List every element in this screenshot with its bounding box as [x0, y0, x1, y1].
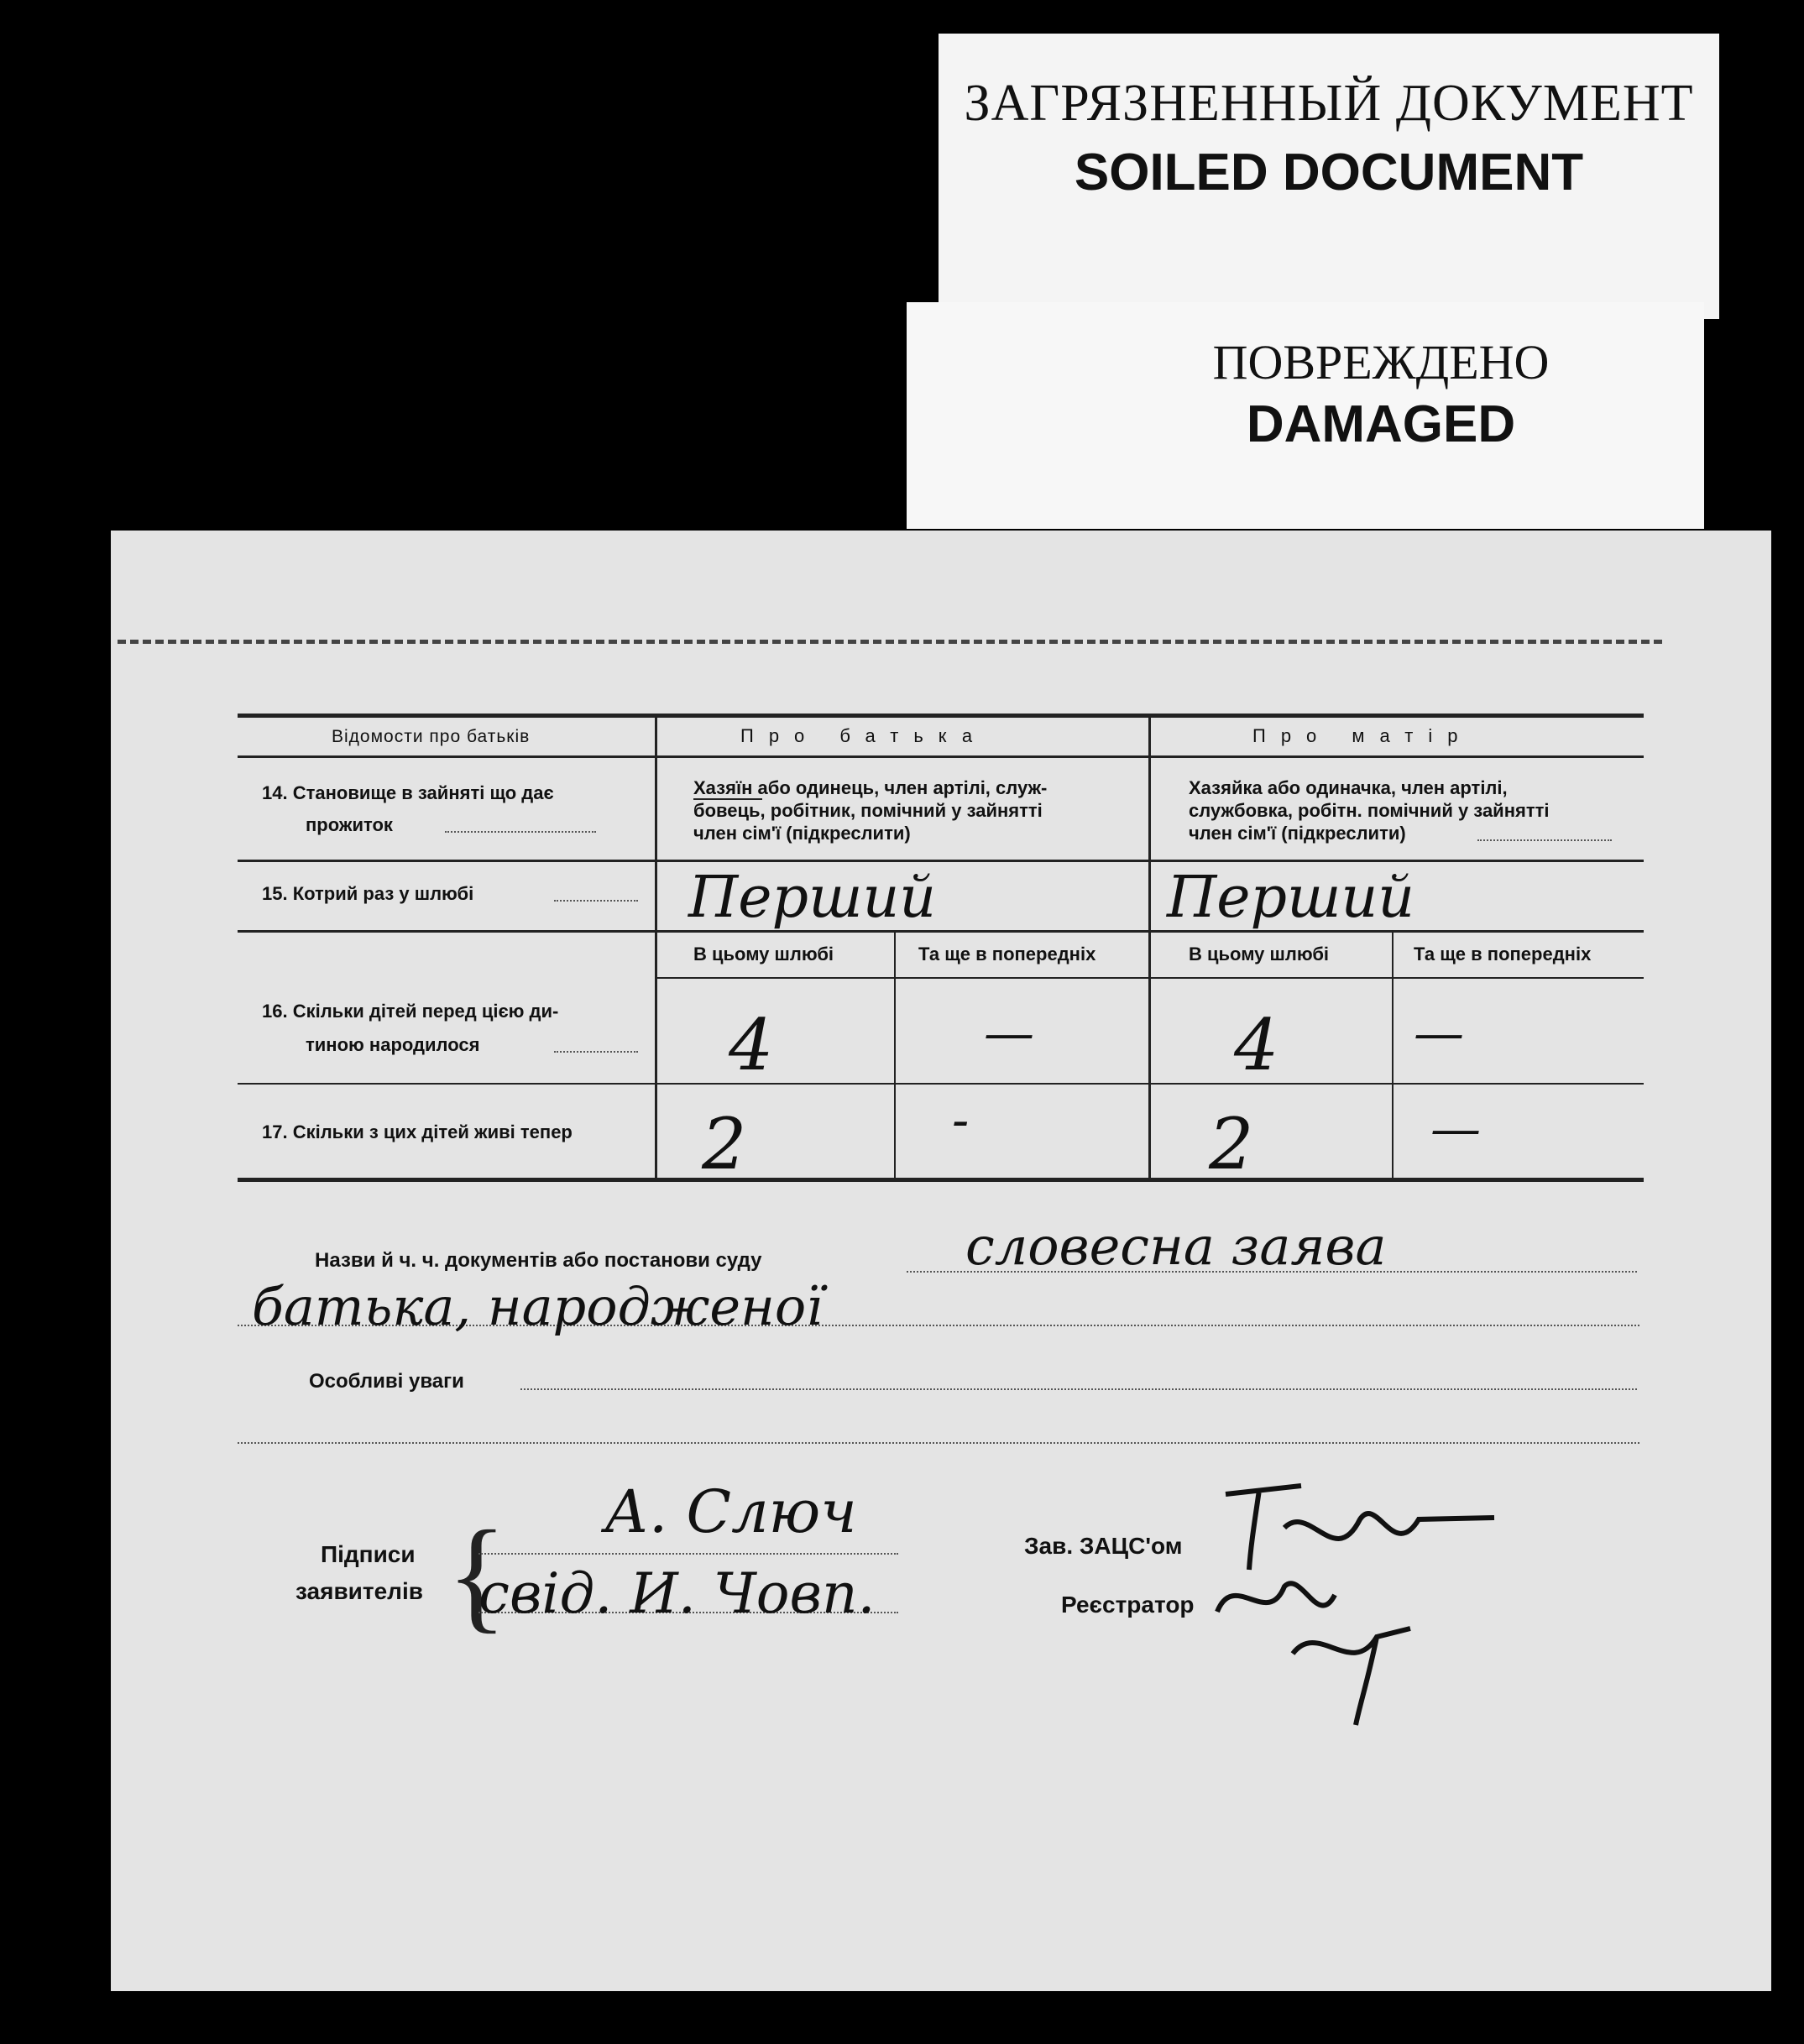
- remarks-dots-line2: [238, 1442, 1639, 1444]
- applicants-label-line2: заявителів: [295, 1578, 423, 1604]
- row15-label: 15. Котрий раз у шлюбі: [262, 883, 474, 904]
- subheader-father-this-marriage: В цьому шлюбі: [693, 944, 834, 964]
- row14-mother-line3: член сім'ї (підкреслити): [1189, 823, 1406, 844]
- table-header-rule: [238, 755, 1644, 758]
- row17-mother-previous: —: [1430, 1100, 1481, 1158]
- registrar-label: Реєстратор: [1061, 1592, 1195, 1618]
- row16-label-line1: 16. Скільки дітей перед цією ди-: [262, 1001, 559, 1022]
- row17-father-previous: -: [952, 1091, 970, 1150]
- table-col-divider-3: [894, 932, 896, 1180]
- remarks-dots-line1: [520, 1388, 1637, 1390]
- applicant-signature-line2: свід. И. Човп.: [478, 1561, 876, 1626]
- row17-label: 17. Скільки з цих дітей живі тепер: [262, 1121, 573, 1142]
- applicants-label-line1: Підписи: [321, 1541, 416, 1567]
- row16-mother-this: 4: [1234, 1004, 1279, 1086]
- table-row14-rule: [238, 860, 1644, 862]
- row16-father-previous: —: [984, 1004, 1034, 1063]
- row15-label-dots: [554, 900, 638, 902]
- subheader-father-previous: Та ще в попередніх: [918, 944, 1096, 964]
- row16-mother-previous: —: [1414, 1004, 1464, 1063]
- row14-label-line1: 14. Становище в зайняті що дає: [262, 782, 554, 803]
- head-of-registry-label: Зав. ЗАЦС'ом: [1024, 1533, 1183, 1559]
- row16-father-this: 4: [729, 1004, 774, 1086]
- damaged-label: [907, 302, 1704, 529]
- header-parents-info: Відомости про батьків: [332, 727, 531, 746]
- table-col-divider-1: [655, 715, 657, 1180]
- row15-mother-handwriting: Перший: [1167, 865, 1415, 931]
- row16-label-line2: тиною народилося: [306, 1034, 480, 1055]
- table-row15-rule: [238, 930, 1644, 933]
- subheader-mother-this-marriage: В цьому шлюбі: [1189, 944, 1330, 964]
- header-about-mother: Про матір: [1252, 725, 1473, 746]
- row14-mother-line1: Хазяйка або одиначка, член артілі,: [1189, 777, 1508, 798]
- documents-handwriting-line2: батька, народженої: [252, 1276, 824, 1337]
- table-top-rule: [238, 714, 1644, 718]
- row14-label-dots: [445, 831, 596, 833]
- applicant-sig-dots-1: [478, 1553, 898, 1555]
- row17-father-this: 2: [702, 1103, 747, 1185]
- table-row16-rule: [238, 1083, 1644, 1085]
- applicants-brace: {: [447, 1505, 507, 1644]
- perforation-line: [118, 640, 1662, 644]
- remarks-label: Особливі уваги: [309, 1370, 464, 1393]
- header-about-father: Про батька: [740, 725, 988, 746]
- documents-handwriting-line1: словесна заява: [965, 1215, 1387, 1277]
- registrar-signature-scribble: [1209, 1561, 1461, 1729]
- soiled-label-russian: ЗАГРЯЗНЕННЫЙ ДОКУМЕНТ: [964, 75, 1694, 132]
- soiled-document-label: [939, 34, 1719, 319]
- subheader-mother-previous: Та ще в попередніх: [1414, 944, 1592, 964]
- damaged-label-russian: ПОВРЕЖДЕНО: [1212, 335, 1550, 389]
- row16-label-dots: [554, 1051, 638, 1053]
- row17-mother-this: 2: [1209, 1103, 1254, 1185]
- row14-mother-line2: службовка, робітн. помічний у зайнятті: [1189, 800, 1550, 821]
- damaged-label-english: DAMAGED: [1246, 395, 1516, 453]
- documents-label: Назви й ч. ч. документів або постанови суду: [315, 1249, 762, 1272]
- applicant-signature-line1: А. Слюч: [604, 1477, 857, 1546]
- row14-label-line2: прожиток: [306, 814, 393, 835]
- row15-father-handwriting: Перший: [688, 865, 937, 931]
- soiled-label-english: SOILED DOCUMENT: [1074, 144, 1584, 201]
- row14-father-line3: член сім'ї (підкреслити): [693, 823, 911, 844]
- row14-father-line1: Хазяїн або одинець, член артілі, служ-: [693, 777, 1048, 798]
- row14-father-underline: [693, 798, 762, 800]
- row14-mother-dots: [1477, 839, 1612, 841]
- table-bottom-rule: [238, 1178, 1644, 1182]
- table-col-divider-4: [1392, 932, 1394, 1180]
- row14-father-line2: бовець, робітник, помічний у зайнятті: [693, 800, 1043, 821]
- table-col-divider-2: [1148, 715, 1151, 1180]
